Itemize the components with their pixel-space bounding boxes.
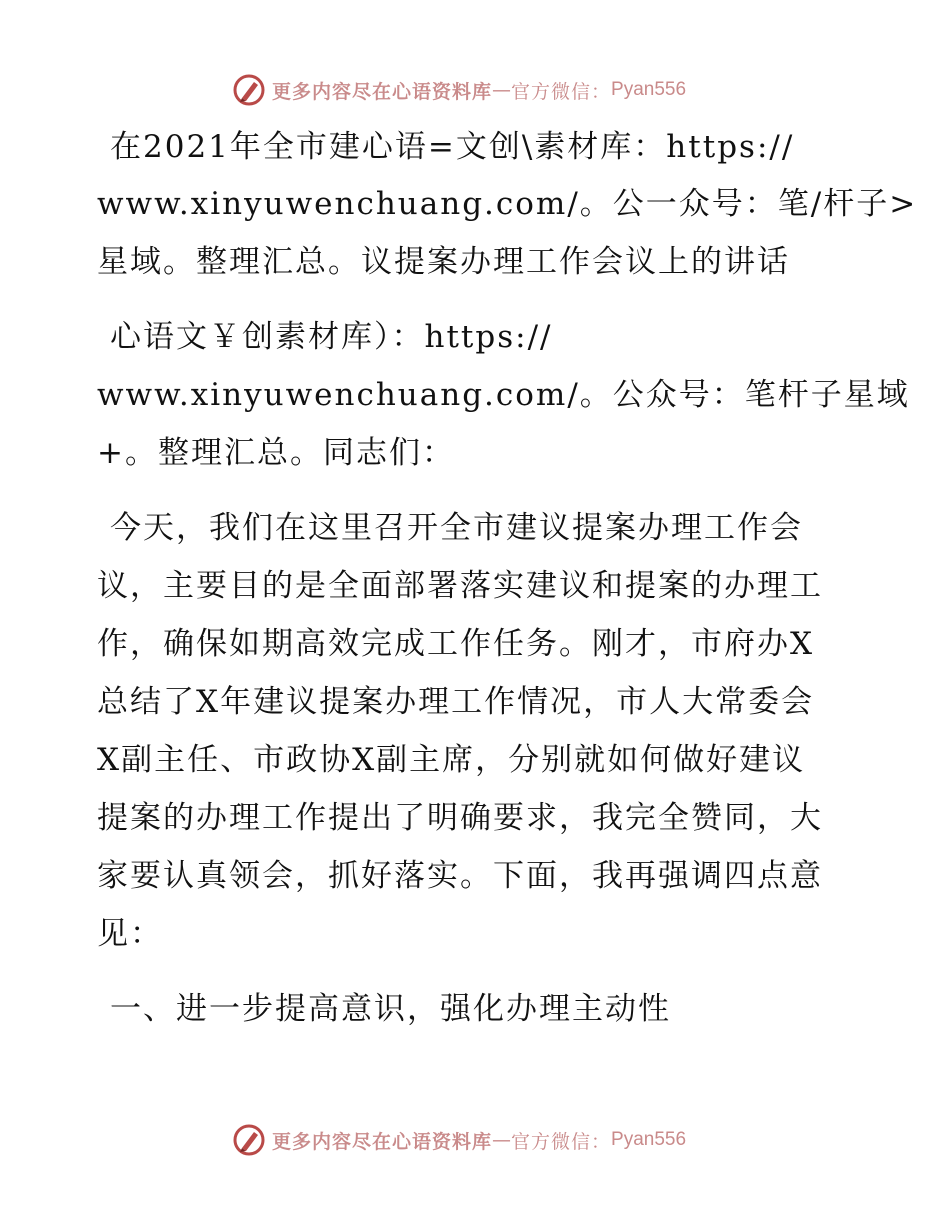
document-line: 作，确保如期高效完成工作任务。刚才，市府办X: [97, 626, 815, 662]
watermark-wechat-label: 官方微信：: [511, 80, 612, 103]
document-line: www.xinyuwenchuang.com/。公众号：笔杆子星域: [97, 377, 910, 413]
watermark-wechat-label: 官方微信：: [511, 1130, 612, 1153]
document-line: 星域。整理汇总。议提案办理工作会议上的讲话: [97, 244, 790, 280]
document-line: 心语文￥创素材库）：https://: [110, 319, 553, 355]
pen-circle-logo-icon: [232, 1123, 266, 1157]
watermark-separator: —: [492, 79, 512, 101]
document-line: 今天，我们在这里召开全市建议提案办理工作会: [110, 510, 803, 546]
document-line: 见：: [97, 916, 163, 952]
watermark-text: 更多内容尽在心语资料库: [272, 1130, 493, 1153]
document-line: 总结了X年建议提案办理工作情况，市人大常委会: [97, 684, 815, 720]
document-line: 在2021年全市建心语=文创\素材库：https://: [110, 129, 795, 165]
document-line: 家要认真领会，抓好落实。下面，我再强调四点意: [97, 858, 823, 894]
section-heading: 一、进一步提高意识，强化办理主动性: [110, 991, 671, 1027]
footer-watermark: [232, 1120, 752, 1160]
header-watermark: [232, 70, 752, 110]
document-line: 提案的办理工作提出了明确要求，我完全赞同，大: [97, 800, 823, 836]
pen-circle-logo-icon: [232, 73, 266, 107]
watermark-separator: —: [492, 1129, 512, 1151]
watermark-handle: Pyan556: [611, 1129, 687, 1150]
document-line: www.xinyuwenchuang.com/。公一众号：笔/杆子>: [97, 186, 918, 222]
watermark-text: 更多内容尽在心语资料库: [272, 80, 493, 103]
document-line: X副主任、市政协X副主席，分别就如何做好建议: [97, 742, 806, 778]
watermark-handle: Pyan556: [611, 79, 687, 100]
document-line: 议，主要目的是全面部署落实建议和提案的办理工: [97, 568, 823, 604]
document-line: +。整理汇总。同志们：: [97, 435, 455, 471]
